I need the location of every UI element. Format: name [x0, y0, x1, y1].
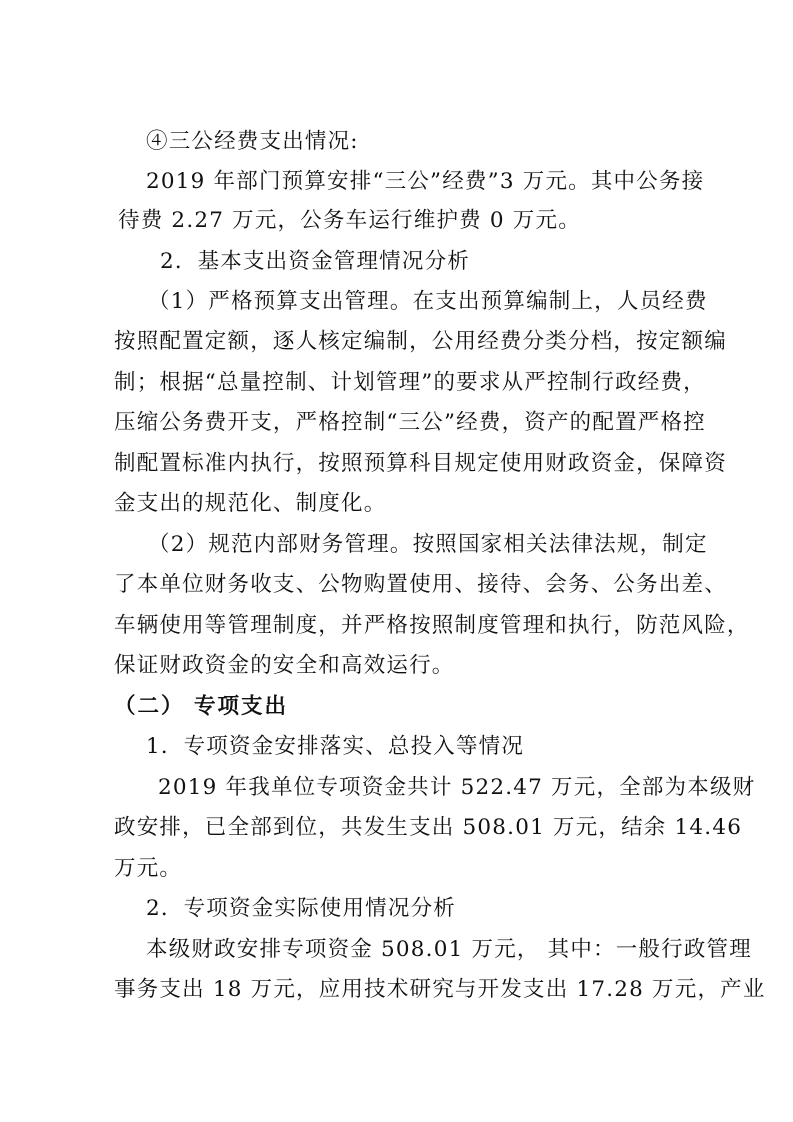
paragraph-line: 按照配置定额，逐人核定编制，公用经费分类分档，按定额编	[114, 329, 727, 354]
paragraph-line: 事务支出 18 万元，应用技术研究与开发支出 17.28 万元，产业	[114, 977, 766, 1002]
paragraph-line: 车辆使用等管理制度，并严格按照制度管理和执行，防范风险，	[114, 613, 750, 638]
paragraph-line: （1）严格预算支出管理。在支出预算编制上，人员经费	[148, 289, 708, 314]
subsection-heading: 1．专项资金安排落实、总投入等情况	[146, 734, 525, 759]
paragraph-line: 制配置标准内执行，按照预算科目规定使用财政资金，保障资	[114, 451, 727, 476]
paragraph-line: 压缩公务费开支，严格控制“三公”经费，资产的配置严格控	[114, 410, 706, 435]
paragraph-line: 了本单位财务收支、公物购置使用、接待、会务、公务出差、	[114, 572, 727, 597]
paragraph-line: 万元。	[114, 856, 183, 881]
paragraph-line: 2019 年部门预算安排“三公”经费”3 万元。其中公务接	[146, 169, 705, 194]
section-heading-basic-expenditure-analysis: 2．基本支出资金管理情况分析	[160, 249, 470, 274]
subsection-heading: 2．专项资金实际使用情况分析	[146, 896, 456, 921]
paragraph-line: 制；根据“总量控制、计划管理”的要求从严控制行政经费，	[114, 370, 706, 395]
paragraph-line: 本级财政安排专项资金 508.01 万元， 其中：一般行政管理	[146, 937, 752, 962]
paragraph-line: 保证财政资金的安全和高效运行。	[114, 653, 455, 678]
paragraph-line: 金支出的规范化、制度化。	[114, 491, 387, 516]
paragraph-line: 待费 2.27 万元，公务车运行维护费 0 万元。	[118, 208, 581, 233]
section-heading-special-expenditure: （二） 专项支出	[114, 694, 288, 719]
paragraph-line: 政安排，已全部到位，共发生支出 508.01 万元，结余 14.46	[114, 815, 743, 840]
subheading-three-public-expenses: ④三公经费支出情况:	[146, 129, 359, 154]
paragraph-line: （2）规范内部财务管理。按照国家相关法律法规，制定	[148, 532, 708, 557]
paragraph-line: 2019 年我单位专项资金共计 522.47 万元，全部为本级财	[158, 775, 756, 800]
